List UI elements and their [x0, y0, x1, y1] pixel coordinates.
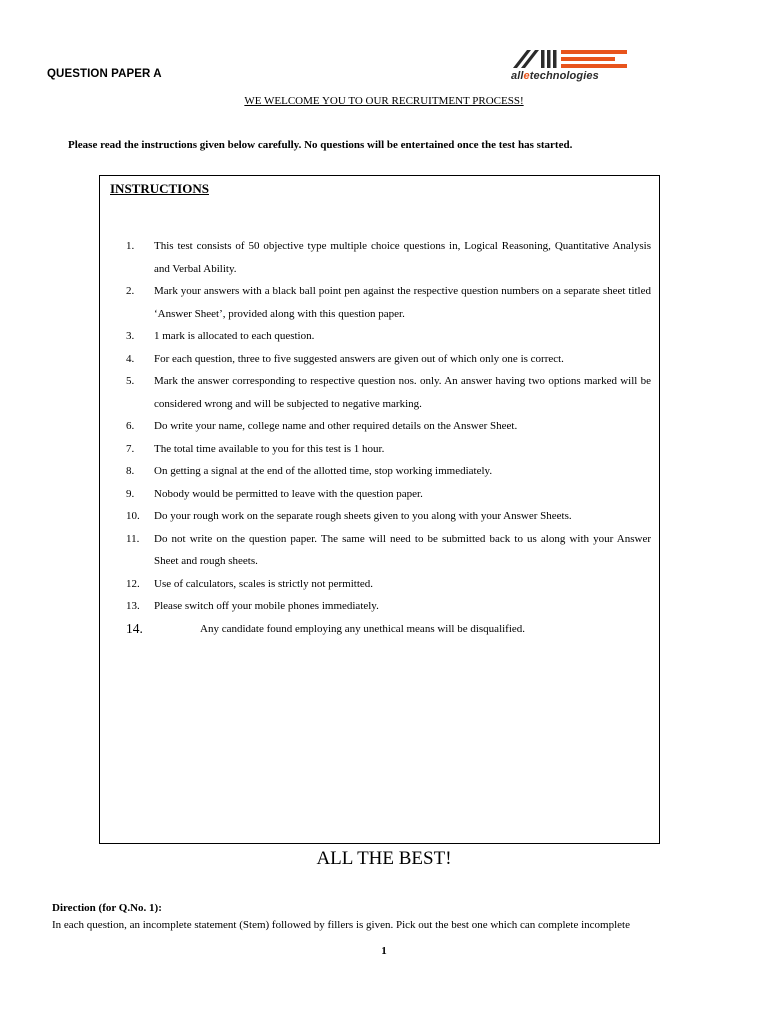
instruction-item: 7. The total time available to you for this test is 1 hour. — [126, 442, 385, 455]
instruction-item: 10. Do your rough work on the separate rough sheets given to you along with your Answer Sheets. — [126, 510, 572, 522]
instructions-heading: INSTRUCTIONS — [110, 181, 209, 196]
instruction-item: 8. On getting a signal at the end of the allotted time, stop working immediately. — [126, 465, 493, 477]
instruction-item: 4. For each question, three to five suggested answers are given out of which only one is correct. — [126, 352, 564, 365]
company-logo-text: alletechnologies — [511, 70, 599, 82]
instruction-item: 1. This test consists of 50 objective type multiple choice questions in, Logical Reasoning, Quantitative Analysis and Verbal Ability. — [126, 240, 651, 275]
direction-text: In each question, an incomplete statement (Stem) followed by fillers is given. Pick out the best one which can complete incomplete — [52, 919, 630, 931]
instruction-item: 2. Mark your answers with a black ball point pen against the respective question numbers on a separate sheet titled ‘Answer Sheet’, provided along with this question paper. — [126, 285, 651, 320]
welcome-heading: WE WELCOME YOU TO OUR RECRUITMENT PROCESS! — [244, 95, 524, 107]
instructions-list — [126, 235, 651, 640]
instruction-item: 6. Do write your name, college name and other required details on the Answer Sheet. — [126, 420, 518, 432]
question-paper-label: QUESTION PAPER A — [47, 68, 162, 80]
instruction-item: 3. 1 mark is allocated to each question. — [126, 330, 315, 342]
instruction-item: 5. Mark the answer corresponding to respective question nos. only. An answer having two options marked will be considered wrong and will be subjected to negative marking. — [126, 375, 651, 410]
instruction-item: 9. Nobody would be permitted to leave with the question paper. — [126, 487, 423, 500]
instruction-item: 14. Any candidate found employing any unethical means will be disqualified. — [126, 620, 526, 636]
instruction-item: 12. Use of calculators, scales is strictly not permitted. — [126, 577, 374, 590]
read-instructions-note: Please read the instructions given below carefully. No questions will be entertained once the test has started. — [68, 139, 573, 151]
direction-heading: Direction (for Q.No. 1): — [52, 902, 162, 914]
page-number: 1 — [381, 945, 387, 957]
instruction-item: 13. Please switch off your mobile phones immediately. — [126, 600, 379, 612]
all-the-best-message: ALL THE BEST! — [316, 848, 452, 869]
instruction-item: 11. Do not write on the question paper. The same will need to be submitted back to us along with your Answer Sheet and rough sheets. — [126, 532, 651, 567]
